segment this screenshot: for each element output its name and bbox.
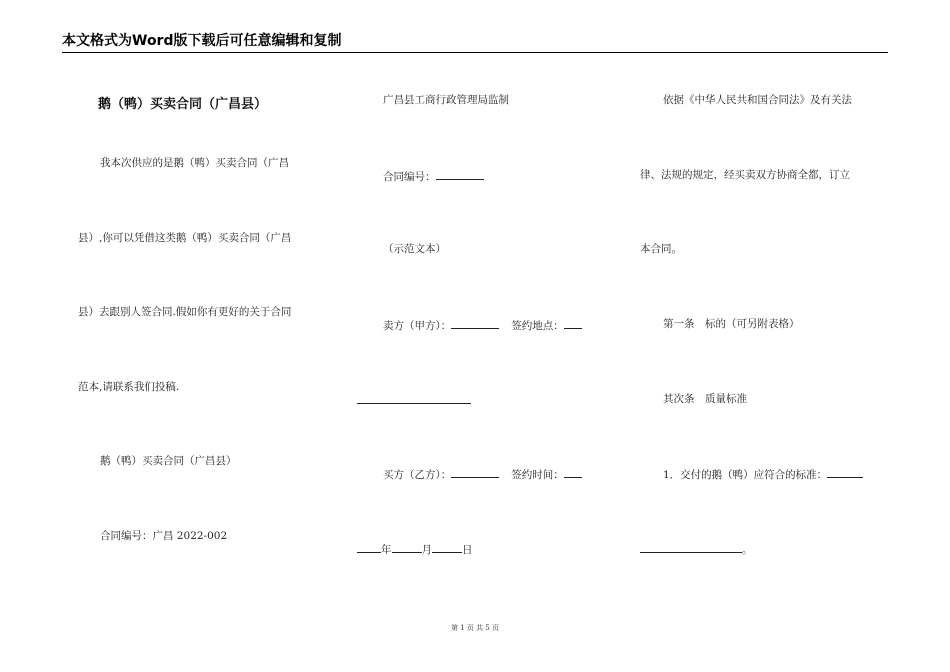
col1-line-3: 县）去跟别人签合同.假如你有更好的关于合同 bbox=[78, 306, 292, 318]
month-label: 月 bbox=[421, 544, 432, 556]
seller-line bbox=[383, 317, 582, 333]
day-label: 日 bbox=[462, 544, 473, 556]
sign-place-blank bbox=[564, 317, 582, 329]
item-1-continued-line bbox=[640, 541, 753, 557]
page-footer: 第 1 页 共 5 页 bbox=[450, 624, 500, 632]
buyer-blank bbox=[451, 466, 499, 478]
article-2-heading: 其次条 质量标准 bbox=[663, 393, 747, 405]
buyer-label: 买方（乙方）： bbox=[383, 469, 452, 481]
item-1-line bbox=[663, 466, 863, 482]
day-blank bbox=[432, 541, 462, 553]
sign-place-continued-line bbox=[357, 392, 471, 408]
item-1-blank bbox=[827, 466, 863, 478]
col1-line-5: 鹅（鸭）买卖合同（广昌县） bbox=[100, 455, 237, 467]
item-1-continued-blank bbox=[640, 541, 742, 553]
col3-line-2: 律、法规的规定，经买卖双方协商全都，订立 bbox=[640, 169, 850, 181]
sign-place-label: 签约地点： bbox=[511, 320, 564, 332]
seller-blank bbox=[451, 317, 499, 329]
sign-place-continued-blank bbox=[357, 392, 471, 404]
contract-number-label: 合同编号： bbox=[383, 171, 436, 183]
doc-title: 鹅（鸭）买卖合同（广昌县） bbox=[98, 97, 268, 112]
end-mark: 。 bbox=[742, 544, 753, 556]
seller-label: 卖方（甲方）： bbox=[383, 320, 452, 332]
col1-line-1: 我本次供应的是鹅（鸭）买卖合同（广昌 bbox=[100, 157, 289, 169]
col3-line-3: 本合同。 bbox=[640, 243, 682, 255]
buyer-line bbox=[383, 466, 582, 482]
sign-time-blank bbox=[564, 466, 582, 478]
col3-line-1: 依据《中华人民共和国合同法》及有关法 bbox=[663, 94, 852, 106]
contract-number-blank bbox=[436, 168, 484, 180]
year-blank bbox=[357, 541, 381, 553]
col1-line-6: 合同编号：广昌 2022-002 bbox=[100, 530, 228, 542]
date-line bbox=[357, 541, 473, 557]
month-blank bbox=[392, 541, 422, 553]
supervisor-line: 广昌县工商行政管理局监制 bbox=[383, 94, 509, 106]
year-label: 年 bbox=[381, 544, 392, 556]
col1-line-2: 县）,你可以凭借这类鹅（鸭）买卖合同（广昌 bbox=[78, 232, 292, 244]
article-1-heading: 第一条 标的（可另附表格） bbox=[663, 318, 800, 330]
header-rule bbox=[62, 52, 888, 53]
sample-text-label: （示范文本） bbox=[383, 243, 446, 255]
document-header: 本文格式为Word版下载后可任意编辑和复制 bbox=[62, 33, 342, 49]
item-1-label: 1．交付的鹅（鸭）应符合的标准： bbox=[663, 469, 828, 481]
sign-time-label: 签约时间： bbox=[511, 469, 564, 481]
col1-line-4: 范本,请联系我们投稿. bbox=[78, 381, 180, 393]
contract-number-line bbox=[383, 168, 484, 184]
